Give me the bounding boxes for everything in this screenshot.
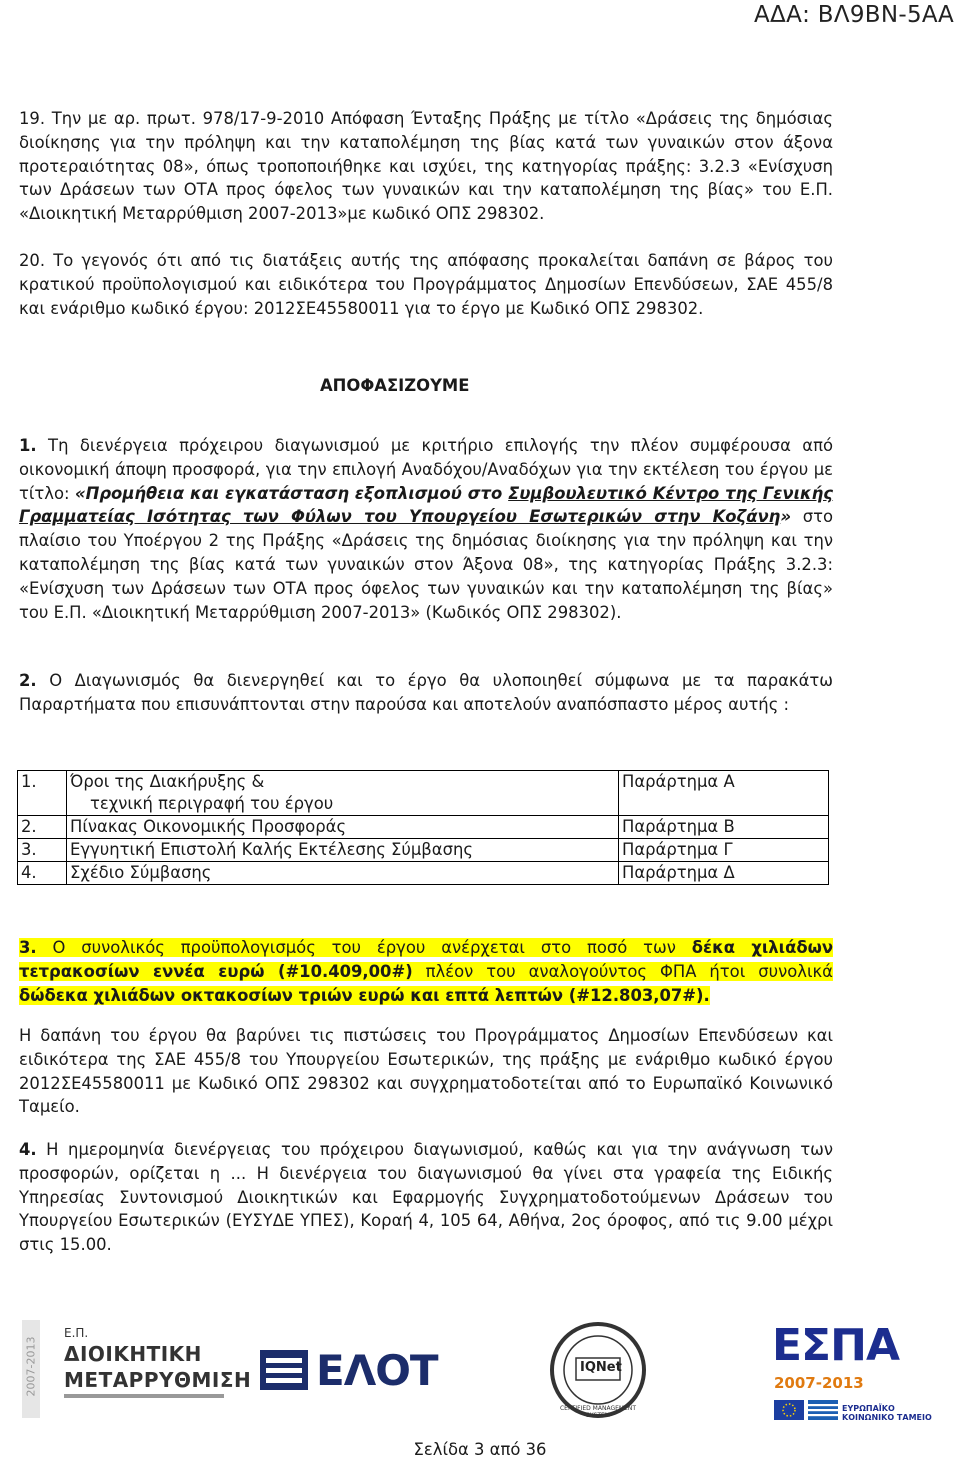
decision-2 — [19, 669, 833, 717]
annex-table — [17, 770, 829, 885]
annex-description-line: Πίνακας Οικονομικής Προσφοράς — [70, 817, 347, 836]
ep-logo — [22, 1320, 252, 1420]
annex-description — [67, 816, 619, 839]
page-number: Σελίδα 3 από 36 — [413, 1440, 547, 1459]
annex-number: 1. — [18, 771, 67, 816]
expenditure-paragraph: Η δαπάνη του έργου θα βαρύνει τις πιστώσεις του Προγράμματος Δημοσίων Επενδύσεων και ειδικότερα της ΣΑΕ 455/8 του Υπουργείου Εσωτερικών, της πράξης με ενάριθμο κωδικό έργου 2012ΣΕ45580011 με Κωδικό ΟΠΣ 298302 και συγχρηματοδοτείται από το Ευρωπαϊκό Κοινωνικό Ταμείο. — [19, 1026, 833, 1117]
table-row — [18, 862, 829, 885]
ep-line2: ΜΕΤΑΡΡΥΘΜΙΣΗ — [64, 1368, 252, 1392]
decision-4 — [19, 1138, 833, 1257]
annex-reference: Παράρτημα Β — [619, 816, 829, 839]
decision-1-intro: Τη διενέργεια πρόχειρου διαγωνισμού με κριτήριο επιλογής την πλέον συμφέρουσα από οικονομική άποψη προσφορά, για την επιλογή Αναδόχου/Αναδόχων για την εκτέλεση του έργου με τίτλο: — [19, 436, 833, 503]
ada-code: ΑΔΑ: ΒΛ9ΒΝ-5ΑΑ — [754, 2, 954, 28]
ep-small-label: Ε.Π. — [64, 1326, 89, 1340]
annex-description-line: Όροι της Διακήρυξης & — [70, 772, 265, 791]
project-title-underlined: Συμβουλευτικό Κέντρο της Γενικής Γραμματείας Ισότητας των Φύλων του Υπουργείου Εσωτερικών στην Κοζάνη — [19, 483, 834, 527]
cert-ring-text: CERTIFIED MANAGEMENT SYSTEM — [559, 1405, 637, 1419]
annex-reference: Παράρτημα Α — [619, 771, 829, 816]
table-row — [18, 839, 829, 862]
decision-2-number: 2. — [19, 671, 37, 690]
annex-description — [67, 771, 619, 816]
table-row — [18, 816, 829, 839]
annex-description-line-2: τεχνική περιγραφή του έργου — [90, 794, 334, 813]
paragraph-19: 19. Την με αρ. πρωτ. 978/17-9-2010 Απόφαση Ένταξης Πράξης με τίτλο «Δράσεις της δημόσιας διοίκησης για την πρόληψη και την καταπολέμηση της βίας κατά των γυναικών στον άξονα προτεραιότητας 08», όπως τροποποιήθηκε και ισχύει, της κατηγορίας πράξης: 3.2.3 «Ενίσχυση των Δράσεων των ΟΤΑ προς όφελος των γυναικών και την καταπολέμηση της βίας» του Ε.Π. «Διοικητική Μεταρρύθμιση 2007-2013»με κωδικό ΟΠΣ 298302. — [19, 109, 833, 224]
annex-number: 2. — [18, 816, 67, 839]
iqnet-logo — [548, 1320, 648, 1420]
budget-intro: Ο συνολικός προϋπολογισμός του έργου ανέρχεται στο ποσό των — [36, 938, 692, 957]
decision-2-text: Ο Διαγωνισμός θα διενεργηθεί και το έργο θα υλοποιηθεί σύμφωνα με τα παρακάτω Παραρτήματα που επισυνάπτονται στην παρούσα και αποτελούν αναπόσπαστο μέρος αυτής : — [19, 671, 833, 714]
annex-description — [67, 839, 619, 862]
elot-logo — [258, 1336, 438, 1406]
greek-flag-icon — [808, 1400, 838, 1420]
footer-logos — [0, 1318, 960, 1428]
elot-emblem-icon — [258, 1344, 310, 1396]
annex-number: 3. — [18, 839, 67, 862]
espa-fund-text: ΕΥΡΩΠΑΪΚΟ ΚΟΙΝΩΝΙΚΟ ΤΑΜΕΙΟ — [842, 1404, 932, 1422]
budget-total-amount: δώδεκα χιλιάδων οκτακοσίων τριών ευρώ και επτά λεπτών (#12.803,07#). — [19, 985, 710, 1005]
decision-3 — [19, 936, 833, 1007]
espa-logo — [768, 1318, 948, 1426]
table-row — [18, 771, 829, 816]
budget-net-amount: δέκα χιλιάδων τετρακοσίων εννέα ευρώ (#10.409,00#) — [19, 938, 834, 981]
decision-3-number: 3. — [19, 938, 37, 957]
eu-flag-icon — [774, 1400, 804, 1420]
ep-line1: ΔΙΟΙΚΗΤΙΚΗ — [64, 1342, 202, 1366]
decision-heading: ΑΠΟΦΑΣΙΖΟΥΜΕ — [320, 376, 470, 395]
budget-vat-text: πλέον του αναλογούντος ΦΠΑ ήτοι συνολικά — [412, 961, 833, 981]
decision-1-number: 1. — [19, 436, 37, 455]
ep-underline — [64, 1394, 224, 1398]
annex-description — [67, 862, 619, 885]
project-title-start: «Προμήθεια και εγκατάσταση εξοπλισμού στο — [74, 483, 509, 503]
elot-text: ΕΛΟΤ — [316, 1346, 438, 1395]
annex-description-line: Εγγυητική Επιστολή Καλής Εκτέλεσης Σύμβασης — [70, 840, 473, 859]
ep-years: 2007-2013 — [24, 1336, 38, 1397]
project-title-end: » — [780, 507, 791, 527]
decision-4-text: Η ημερομηνία διενέργειας του πρόχειρου διαγωνισμού, καθώς και για την ανάγνωση των προσφορών, ορίζεται η ... Η διενέργεια του διαγωνισμού θα γίνει στα γραφεία της Ειδικής Υπηρεσίας Συντονισμού Διοικητικών και Εφαρμογής Συγχρηματοδοτούμενων Δράσεων του Υπουργείου Εσωτερικών (ΕΥΣΥΔΕ ΥΠΕΣ), Κοραή 4, 105 64, Αθήνα, 2ος όροφος, από τις 9.00 μέχρι στις 15.00. — [19, 1140, 833, 1255]
annex-number: 4. — [18, 862, 67, 885]
annex-reference: Παράρτημα Γ — [619, 839, 829, 862]
decision-4-number: 4. — [19, 1140, 37, 1159]
espa-years: 2007-2013 — [774, 1374, 864, 1392]
decision-1 — [19, 434, 833, 624]
paragraph-20: 20. Το γεγονός ότι από τις διατάξεις αυτής της απόφασης προκαλείται δαπάνη σε βάρος του κρατικού προϋπολογισμού και ειδικότερα του Προγράμματος Δημοσίων Επενδύσεων, ΣΑΕ 455/8 και ενάριθμο κωδικό έργου: 2012ΣΕ45580011 για το έργο με Κωδικό ΟΠΣ 298302. — [19, 251, 833, 318]
espa-text: ΕΣΠΑ — [772, 1320, 899, 1371]
iqnet-text: IQNet — [580, 1360, 622, 1375]
decision-1-context: στο πλαίσιο του Υποέργου 2 της Πράξης «Δράσεις της δημόσιας διοίκησης για την πρόληψη και την καταπολέμηση της βίας κατά των γυναικών στον Άξονα 08», της κατηγορίας Πράξης 3.2.3: «Ενίσχυση των Δράσεων των ΟΤΑ προς όφελος των γυναικών και την καταπολέμηση της βίας» του Ε.Π. «Διοικητική Μεταρρύθμιση 2007-2013» (Κωδικός ΟΠΣ 298302). — [19, 507, 833, 622]
annex-reference: Παράρτημα Δ — [619, 862, 829, 885]
annex-description-line: Σχέδιο Σύμβασης — [70, 863, 212, 882]
